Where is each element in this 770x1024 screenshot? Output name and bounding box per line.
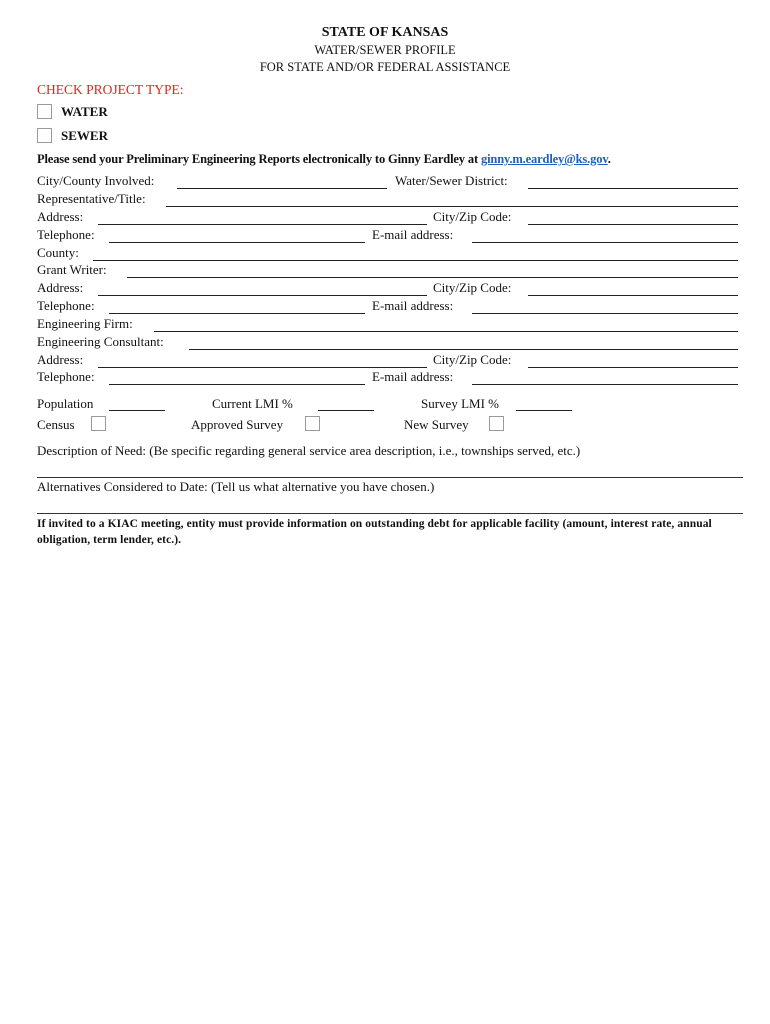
form-subtitle: WATER/SEWER PROFILE <box>314 43 456 57</box>
sewer-checkbox[interactable] <box>37 128 52 143</box>
city-zip-field[interactable] <box>528 224 738 225</box>
engineering-consultant-label: Engineering Consultant: <box>37 334 164 349</box>
current-lmi-label: Current LMI % <box>212 396 293 411</box>
engineering-consultant-field[interactable] <box>189 349 738 350</box>
representative-field[interactable] <box>166 206 738 207</box>
eng-address-field[interactable] <box>98 367 427 368</box>
survey-lmi-label: Survey LMI % <box>421 396 499 411</box>
city-zip-label: City/Zip Code: <box>433 209 512 224</box>
grant-writer-label: Grant Writer: <box>37 262 107 277</box>
alternatives-label: Alternatives Considered to Date: (Tell us what alternative you have chosen.) <box>37 479 435 494</box>
grant-email-label: E-mail address: <box>372 298 454 313</box>
grant-telephone-field[interactable] <box>109 313 365 314</box>
form-subtitle-assistance: FOR STATE AND/OR FEDERAL ASSISTANCE <box>259 60 511 74</box>
grant-city-zip-label: City/Zip Code: <box>433 280 512 295</box>
population-field[interactable] <box>109 410 165 411</box>
city-county-label: City/County Involved: <box>37 173 155 188</box>
county-field[interactable] <box>93 260 738 261</box>
project-type-heading: CHECK PROJECT TYPE: <box>37 82 184 97</box>
grant-city-zip-field[interactable] <box>528 295 738 296</box>
description-divider <box>37 477 743 478</box>
eng-telephone-field[interactable] <box>109 384 365 385</box>
eng-telephone-label: Telephone: <box>37 369 95 384</box>
approved-survey-checkbox[interactable] <box>305 416 320 431</box>
description-label: Description of Need: (Be specific regarding general service area description, i.e., townships served, etc.) <box>37 443 581 458</box>
water-checkbox[interactable] <box>37 104 52 119</box>
alternatives-divider <box>37 513 743 514</box>
kiac-note: If invited to a KIAC meeting, entity must provide information on outstanding debt for applicable facility (amount, interest rate, annual obligation, term lender, etc.). <box>37 518 712 546</box>
eng-address-label: Address: <box>37 352 84 367</box>
submission-note <box>37 152 611 167</box>
eng-city-zip-label: City/Zip Code: <box>433 352 512 367</box>
representative-label: Representative/Title: <box>37 191 146 206</box>
grant-address-field[interactable] <box>98 295 427 296</box>
population-label: Population <box>37 396 94 411</box>
new-survey-checkbox[interactable] <box>489 416 504 431</box>
engineering-firm-label: Engineering Firm: <box>37 316 133 331</box>
water-label: WATER <box>61 104 108 119</box>
email-field[interactable] <box>472 242 738 243</box>
grant-telephone-label: Telephone: <box>37 298 95 313</box>
grant-writer-field[interactable] <box>127 277 738 278</box>
address-label: Address: <box>37 209 84 224</box>
telephone-field[interactable] <box>109 242 365 243</box>
grant-email-field[interactable] <box>472 313 738 314</box>
new-survey-label: New Survey <box>404 417 469 432</box>
census-checkbox[interactable] <box>91 416 106 431</box>
form-title: STATE OF KANSAS <box>321 25 449 40</box>
eng-city-zip-field[interactable] <box>528 367 738 368</box>
sewer-label: SEWER <box>61 128 108 143</box>
district-label: Water/Sewer District: <box>395 173 508 188</box>
approved-survey-label: Approved Survey <box>191 417 284 432</box>
submission-note-text: Please send your Preliminary Engineering Reports electronically to Ginny Eardley at <box>37 152 478 166</box>
telephone-label: Telephone: <box>37 227 95 242</box>
address-field[interactable] <box>98 224 427 225</box>
eng-email-field[interactable] <box>472 384 738 385</box>
survey-lmi-field[interactable] <box>516 410 572 411</box>
note-period: . <box>607 152 611 166</box>
email-label: E-mail address: <box>372 227 454 242</box>
city-county-field[interactable] <box>177 188 387 189</box>
current-lmi-field[interactable] <box>318 410 374 411</box>
engineering-firm-field[interactable] <box>154 331 738 332</box>
district-field[interactable] <box>528 188 738 189</box>
email-link[interactable]: ginny.m.eardley@ks.gov <box>480 152 608 166</box>
grant-address-label: Address: <box>37 280 84 295</box>
county-label: County: <box>37 245 79 260</box>
eng-email-label: E-mail address: <box>372 369 454 384</box>
census-label: Census <box>37 417 75 432</box>
